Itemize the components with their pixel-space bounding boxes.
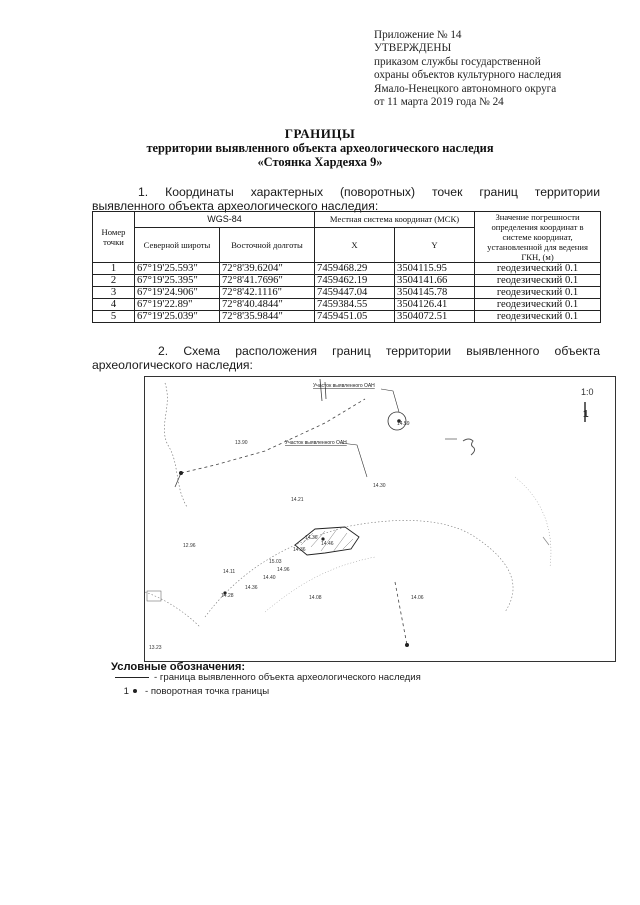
elevation-label: 14.40 (263, 575, 276, 581)
leader-line (341, 443, 367, 477)
cell-accuracy: геодезический 0.1 (475, 275, 601, 287)
cell-lat: 67°19'24.906" (135, 287, 220, 299)
elevation-label: 14.46 (321, 541, 334, 547)
elevation-label: 14.36 (245, 585, 258, 591)
elevation-label: 14.08 (309, 595, 322, 601)
cell-x: 7459447.04 (315, 287, 395, 299)
cell-lon: 72°8'41.7696" (220, 275, 315, 287)
elevation-label: 14.59 (397, 421, 410, 427)
cell-x: 7459384.55 (315, 299, 395, 311)
table-row (93, 275, 601, 287)
section-1-line-2: выявленного объекта археологического наследия: (92, 199, 379, 213)
cell-accuracy: геодезический 0.1 (475, 263, 601, 275)
legend-item-boundary-label: - граница выявленного объекта археологического наследия (154, 672, 421, 683)
legend-item-point-label: - поворотная точка границы (145, 686, 270, 697)
cell-lat: 67°19'25.593" (135, 263, 220, 275)
order-line-2: охраны объектов культурного наследия (374, 69, 562, 82)
cell-x: 7459468.29 (315, 263, 395, 275)
section-2-heading (92, 344, 600, 372)
cell-num: 1 (93, 263, 135, 275)
elevation-label: 14.28 (221, 593, 234, 599)
order-line-1: приказом службы государственной (374, 55, 541, 68)
elevation-label: 12.96 (183, 543, 196, 549)
contour-line (265, 557, 375, 612)
cell-num: 5 (93, 311, 135, 323)
header-y: Y (395, 227, 475, 262)
leader-line (381, 389, 399, 412)
boundary-point (405, 643, 409, 647)
document-subtitle: территории выявленного объекта археологического наследия (146, 141, 494, 155)
legend-point-number: 1 (123, 686, 129, 697)
cell-y: 3504126.41 (395, 299, 475, 311)
boundary-scheme-map (144, 376, 616, 662)
elevation-label: 14.36 (293, 547, 306, 553)
elevation-label: 14.21 (291, 497, 304, 503)
cell-x: 7459462.19 (315, 275, 395, 287)
handwritten-mark (543, 537, 549, 545)
cell-num: 2 (93, 275, 135, 287)
handwritten-mark (463, 439, 475, 455)
legend-title: Условные обозначения: (111, 661, 246, 673)
contour-line (145, 592, 200, 627)
cell-y: 3504072.51 (395, 311, 475, 323)
table-row (93, 263, 601, 275)
header-latitude: Северной широты (135, 227, 220, 262)
cell-num: 3 (93, 287, 135, 299)
contour-line (164, 383, 187, 507)
track-line (395, 582, 407, 645)
map-inset-frame (147, 591, 161, 601)
cell-lat: 67°19'22.89" (135, 299, 220, 311)
boundary-point-symbol (133, 689, 137, 693)
table-row (93, 287, 601, 299)
elevation-label: 14.96 (277, 567, 290, 573)
approved-label: УТВЕРЖДЕНЫ (374, 42, 452, 55)
cell-lon: 72°8'42.1116" (220, 287, 315, 299)
header-x: X (315, 227, 395, 262)
table-row (93, 299, 601, 311)
cell-x: 7459451.05 (315, 311, 395, 323)
header-longitude: Восточной долготы (220, 227, 315, 262)
header-wgs84: WGS-84 (135, 212, 315, 228)
elevation-label: 14.30 (373, 483, 386, 489)
contour-line (515, 477, 551, 567)
elevation-label: 13.90 (235, 440, 248, 446)
cell-accuracy: геодезический 0.1 (475, 299, 601, 311)
order-line-3: Ямало-Ненецкого автономного округа (374, 82, 557, 95)
object-name: «Стоянка Хардеяха 9» (257, 155, 383, 169)
header-accuracy: Значение погрешности определения координат в системе координат, установленной для ведения ГКН, (м) (475, 212, 601, 263)
section-2-line-2: археологического наследия: (92, 358, 253, 372)
elevation-label: 14.06 (411, 595, 424, 601)
cell-accuracy: геодезический 0.1 (475, 287, 601, 299)
header-local-system: Местная система координат (МСК) (315, 212, 475, 228)
elevation-label: 15.03 (269, 559, 282, 565)
cell-y: 3504115.95 (395, 263, 475, 275)
zone-label-1: Участок выявленного ОАН (313, 383, 375, 389)
approval-stamp (374, 29, 624, 109)
zone-label-2: Участок выявленного ОАН (285, 440, 347, 446)
elevation-label: 13.23 (149, 645, 162, 651)
track-line (175, 473, 181, 487)
scale-mark: 1 (583, 409, 589, 420)
map-drawing (145, 377, 615, 661)
legend-item-boundary (115, 672, 421, 683)
track-line (181, 399, 365, 473)
elevation-label: 14.11 (223, 569, 236, 575)
cell-y: 3504145.78 (395, 287, 475, 299)
section-1-heading (92, 185, 600, 213)
section-1-line-1: 1. Координаты характерных (поворотных) точек границ территории (138, 185, 600, 199)
cell-lat: 67°19'25.039" (135, 311, 220, 323)
appendix-number: Приложение № 14 (374, 29, 462, 41)
legend-item-point (115, 686, 269, 697)
cell-lon: 72°8'39.6204" (220, 263, 315, 275)
document-title: ГРАНИЦЫ (284, 126, 356, 141)
header-point-number: Номер точки (93, 212, 135, 263)
boundary-line-symbol (115, 677, 149, 678)
boundary-point (179, 471, 183, 475)
cell-lon: 72°8'40.4844" (220, 299, 315, 311)
cell-y: 3504141.66 (395, 275, 475, 287)
cell-lon: 72°8'35.9844" (220, 311, 315, 323)
scale-mark: 1:0 (581, 387, 594, 397)
section-2-line-1: 2. Схема расположения границ территории выявленного объекта (158, 344, 600, 358)
coordinates-table (92, 211, 601, 323)
cell-lat: 67°19'25.395" (135, 275, 220, 287)
table-row (93, 311, 601, 323)
elevation-label: 14.36 (305, 535, 318, 541)
cell-accuracy: геодезический 0.1 (475, 311, 601, 323)
cell-num: 4 (93, 299, 135, 311)
order-date: от 11 марта 2019 года № 24 (374, 96, 504, 109)
contour-line (205, 520, 513, 617)
